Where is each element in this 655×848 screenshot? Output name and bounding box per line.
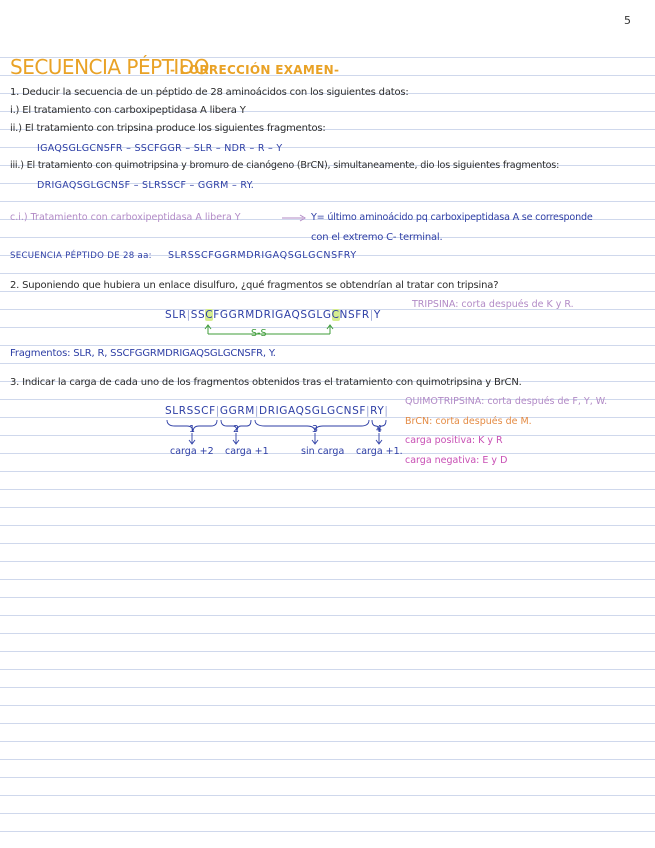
q1-ci-answer-line2: con el extremo C- terminal.: [311, 232, 443, 243]
sequence-label: SECUENCIA PÉPTIDO DE 28 aa:: [10, 251, 152, 261]
tripsin-note: TRIPSINA: corta después de K y R.: [412, 299, 574, 310]
cysteine-highlight-2: C: [331, 309, 340, 321]
disulfide-bridge-icon: [200, 322, 340, 336]
page-title: SECUENCIA PÉPTIDO: [10, 55, 209, 79]
fragment-charge-4: carga +1.: [356, 446, 403, 457]
peptide-sequence: SLRSSCFGGRMDRIGAQSGLGCNSFRY: [168, 250, 357, 261]
positive-charge-note: carga positiva: K y R: [405, 435, 503, 446]
seq-segment-ss: SS: [190, 309, 206, 321]
seq-segment-end: NSFR: [339, 309, 370, 321]
cysteine-highlight-1: C: [205, 309, 214, 321]
q1-item-iii: iii.) El tratamiento con quimotripsina y bromuro de cianógeno (BrCN), simultaneamente, dio los siguientes fragmentos:: [10, 160, 560, 171]
q1-ci-label: c.i.) Tratamiento con carboxipeptidasa A libera Y: [10, 212, 241, 223]
q3-fragment-2: GGRM: [219, 405, 255, 417]
fragment-number-4: 4: [376, 424, 383, 435]
brcn-note: BrCN: corta después de M.: [405, 416, 532, 427]
q3-question: 3. Indicar la carga de cada uno de los fragmentos obtenidos tras el tratamiento con quimotripsina y BrCN.: [10, 377, 522, 388]
fragment-number-1: 1: [189, 424, 196, 435]
q1-ci-answer-line1: Y= último aminoácido pq carboxipeptidasa A se corresponde: [311, 212, 593, 223]
q2-sequence: SLR|SSCFGGRMDRIGAQSGLGCNSFR|Y: [165, 309, 381, 321]
q3-fragment-3: DRIGAQSGLGCNSF: [259, 405, 366, 417]
fragment-charge-3: sin carga: [301, 446, 345, 457]
disulfide-bridge-label: S-S: [251, 328, 267, 339]
page-header-blank: [0, 0, 655, 52]
fragment-charge-2: carga +1: [225, 446, 269, 457]
q1-tripsin-fragments: IGAQSGLGCNSFR – SSCFGGR – SLR – NDR – R – Y: [37, 143, 283, 154]
q2-question: 2. Suponiendo que hubiera un enlace disulfuro, ¿qué fragmentos se obtendrían al tratar con tripsina?: [10, 280, 499, 291]
q1-item-i: i.) El tratamiento con carboxipeptidasa A libera Y: [10, 105, 246, 116]
seq-segment-y: Y: [373, 309, 381, 321]
page-subtitle: - CORRECCIÓN EXAMEN-: [170, 63, 340, 77]
q1-item-ii: ii.) El tratamiento con tripsina produce los siguientes fragmentos:: [10, 123, 326, 134]
q3-sequence: SLRSSCF|GGRM|DRIGAQSGLGCNSF|RY|: [165, 405, 389, 417]
q1-intro: 1. Deducir la secuencia de un péptido de 28 aminoácidos con los siguientes datos:: [10, 87, 409, 98]
q3-fragment-1: SLRSSCF: [165, 405, 216, 417]
chymotrypsin-note: QUIMOTRIPSINA: corta después de F, Y, W.: [405, 396, 608, 407]
fragment-number-3: 3: [312, 424, 319, 435]
q3-fragment-4: RY: [370, 405, 385, 417]
down-arrows-icon: [185, 432, 385, 446]
fragment-number-2: 2: [233, 424, 240, 435]
negative-charge-note: carga negativa: E y D: [405, 455, 508, 466]
q1-chymo-fragments: DRIGAQSGLGCNSF – SLRSSCF – GGRM – RY.: [37, 180, 255, 191]
fragment-charge-1: carga +2: [170, 446, 214, 457]
q2-fragments-answer: Fragmentos: SLR, R, SSCFGGRMDRIGAQSGLGCNSFR, Y.: [10, 348, 276, 359]
page-number: 5: [624, 14, 631, 27]
seq-segment-mid: FGGRMDRIGAQSGLG: [213, 309, 332, 321]
seq-segment-slr: SLR: [165, 309, 187, 321]
arrow-right-icon: [281, 213, 309, 223]
